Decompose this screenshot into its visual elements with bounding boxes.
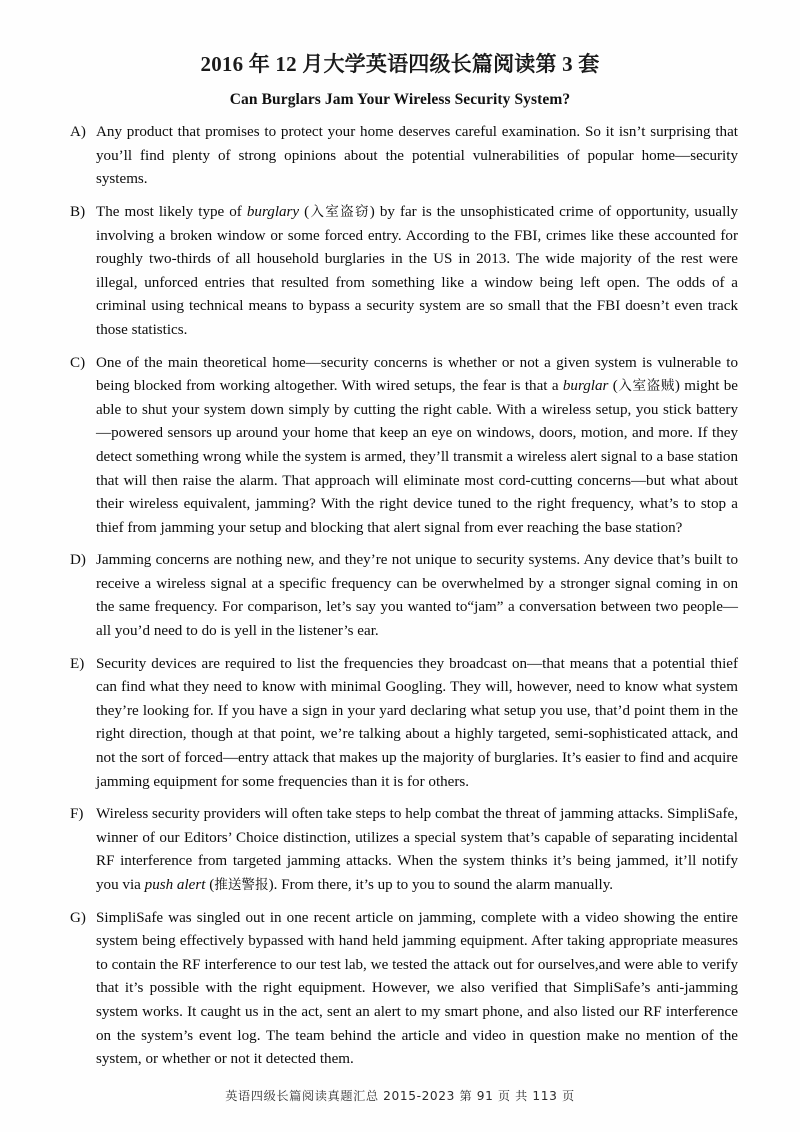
paragraph-d [70, 549, 738, 643]
paragraph-text-e: Security devices are required to list the frequencies they broadcast on—that means that a potential thief can find what they need to know with minimal Googling. They will, however, need to know what system they’re looking for. If you have a sign in your yard declaring what setup you use, that’d point them in the right direction, though at that point, we’re talking about a highly targeted, semi-sophisticated attack, and not the sort of forced—entry attack that makes up the majority of burglaries. It’s easier to find and acquire jamming equipment for some frequencies than it is for others. [96, 655, 738, 790]
paragraph-label-b: B) [70, 203, 86, 220]
paragraph-text-b: The most likely type of burglary (入室盗窃) by far is the unsophisticated crime of opportunity, usually involving a broken window or some forced entry. According to the FBI, crimes like these accounted for roughly two-thirds of all household burglaries in the US in 2013. The wide majority of the rest were illegal, unforced entries that resulted from something like a window being left open. The odds of a criminal using technical means to bypass a security system are so small that the FBI doesn’t even track those statistics. [96, 203, 738, 338]
paragraph-f [70, 803, 738, 897]
page-footer: 英语四级长篇阅读真题汇总 2015-2023 第 91 页 共 113 页 [225, 1089, 575, 1103]
paragraph-text-g: SimpliSafe was singled out in one recent article on jamming, complete with a video showing the entire system being effectively bypassed with hand held jamming equipment. After taking appropriate measures to contain the RF interference to our test lab, we tested the attack out for ourselves,and were able to verify that it’s possible with the right equipment. However, we also verified that SimpliSafe’s anti-jamming system works. It caught us in the act, sent an alert to my smart phone, and also listed our RF interference on the system’s event log. The team behind the article and video in question make no mention of the system, or whether or not it detected them. [96, 909, 738, 1068]
paragraph-label-g: G) [70, 909, 86, 926]
paragraph-text-d: Jamming concerns are nothing new, and they’re not unique to security systems. Any device that’s built to receive a wireless signal at a specific frequency can be overwhelmed by a stronger signal coming in on the same frequency. For comparison, let’s say you wanted to“jam” a conversation between two people—all you’d need to do is yell in the listener’s ear. [96, 552, 738, 640]
paragraph-c [70, 352, 738, 541]
page-title: 2016 年 12 月大学英语四级长篇阅读第 3 套 [200, 52, 600, 76]
paragraph-a [70, 121, 738, 192]
paragraph-text-a: Any product that promises to protect your home deserves careful examination. So it isn’t surprising that you’ll find plenty of strong opinions about the potential vulnerabilities of popular home—security systems. [96, 124, 738, 188]
paragraph-label-e: E) [70, 655, 85, 672]
passage-subtitle: Can Burglars Jam Your Wireless Security System? [229, 91, 571, 109]
paragraph-g [70, 907, 738, 1072]
paragraph-label-a: A) [70, 124, 86, 141]
paragraph-b [70, 201, 738, 343]
paragraph-label-f: F) [70, 806, 84, 823]
paragraph-text-c: One of the main theoretical home—security concerns is whether or not a given system is vulnerable to being blocked from working altogether. With wired setups, the fear is that a burglar (入室盗贼) might be able to shut your system down simply by cutting the right cable. With a wireless setup, you stick battery—powered sensors up around your home that keep an eye on windows, doors, motion, and more. If they detect something wrong while the system is armed, they’ll transmit a wireless alert signal to a base station that will then raise the alarm. That approach will eliminate most cord-cutting concerns—but what about their wireless equivalent, jamming? With the right device tuned to the right frequency, what’s to stop a thief from jamming your setup and blocking that alert signal from ever reaching the base station? [96, 354, 738, 536]
paragraph-text-f: Wireless security providers will often take steps to help combat the threat of jamming attacks. SimpliSafe, winner of our Editors’ Choice distinction, utilizes a special system that’s capable of separating incidental RF interference from targeted jamming attacks. When the system thinks it’s being jammed, it’ll notify you via push alert (推送警报). From there, it’s up to you to sound the alarm manually. [96, 806, 738, 893]
passage-body [0, 111, 800, 1072]
paragraph-e [70, 653, 738, 795]
paragraph-label-c: C) [70, 354, 86, 371]
paragraph-label-d: D) [70, 552, 86, 569]
